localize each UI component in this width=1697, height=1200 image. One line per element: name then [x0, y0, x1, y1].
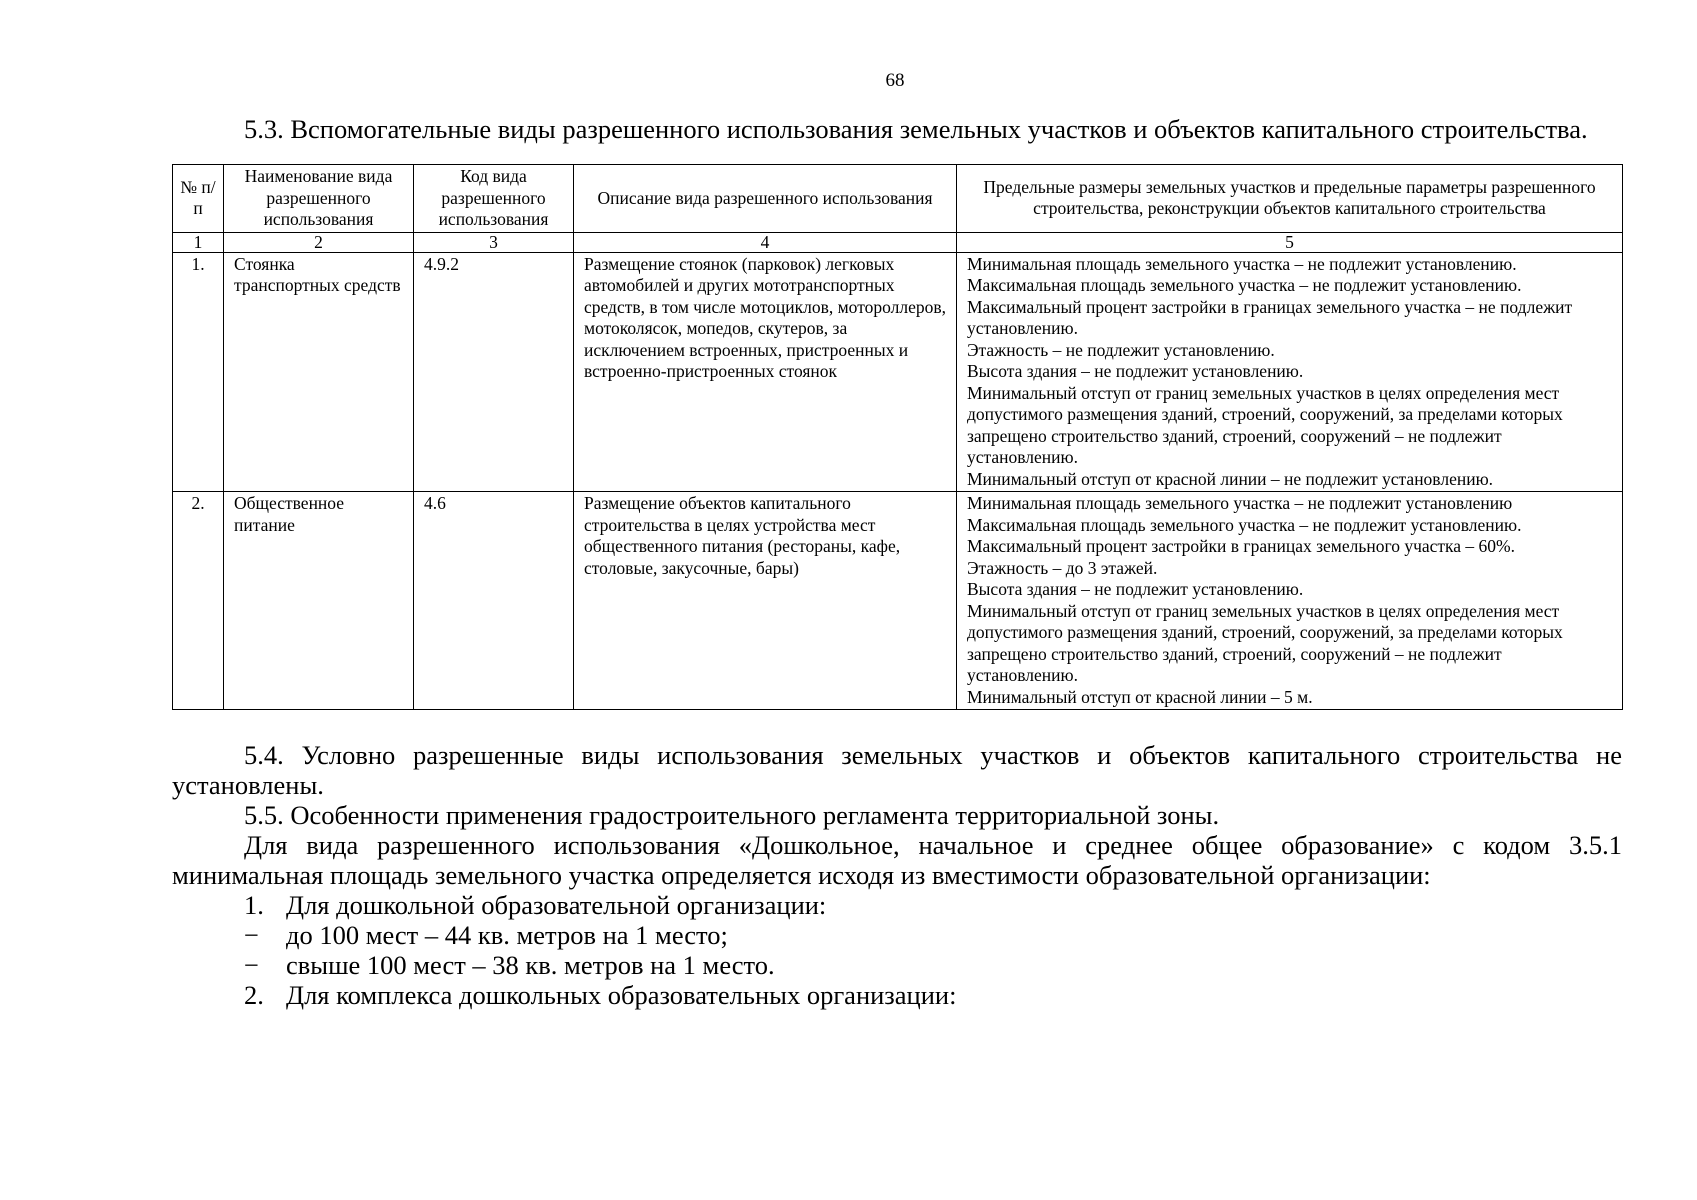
page-number: 68 [885, 70, 905, 91]
row-use-description: Размещение стоянок (парковок) легковых автомобилей и других мототранспортных средств, в том числе мотоциклов, мотороллеров, мотоколясок, мопедов, скутеров, за исключением встроенных, пристроенных и встроенно-пристроенных стоянок [574, 252, 957, 492]
section-5-4-paragraph: 5.4. Условно разрешенные виды использования земельных участков и объектов капитального строительства не установлены. [172, 740, 1622, 800]
limit-line: Высота здания – не подлежит установлению. [967, 579, 1304, 599]
list-marker: 2. [244, 980, 264, 1010]
header-code: Код вида разрешенного использования [414, 165, 574, 233]
limit-line: Этажность – не подлежит установлению. [967, 339, 1275, 360]
list-item-text: Для комплекса дошкольных образовательных организации: [286, 980, 957, 1010]
limit-line: Максимальная площадь земельного участка – не подлежит установлению. [967, 275, 1522, 295]
regulation-table [172, 164, 1623, 710]
list-item [172, 890, 1622, 920]
row-use-name: Стоянка транспортных средств [224, 252, 414, 492]
limit-line: Максимальный процент застройки в границах земельного участка – 60%. [967, 536, 1516, 556]
list-item-text: до 100 мест – 44 кв. метров на 1 место; [286, 920, 728, 950]
document-body [172, 114, 1622, 1010]
limit-line: Минимальный отступ от границ земельных участков в целях определения мест допустимого размещения зданий, строений, сооружений, за пределами которых запрещено строительство зданий, строений, сооружений – не подлежит установлению. [967, 600, 1563, 685]
limit-line: Минимальная площадь земельного участка – не подлежит установлению [967, 493, 1513, 513]
column-number: 4 [574, 232, 957, 252]
table-header-row [173, 165, 1623, 233]
row-number: 2. [173, 492, 224, 710]
limit-line: Минимальный отступ от красной линии – 5 м. [967, 686, 1313, 707]
row-limits [957, 492, 1623, 710]
row-use-code: 4.9.2 [414, 252, 574, 492]
header-description: Описание вида разрешенного использования [574, 165, 957, 233]
list-marker: 1. [244, 890, 264, 920]
row-limits [957, 252, 1623, 492]
row-use-code: 4.6 [414, 492, 574, 710]
list-item [172, 980, 1622, 1010]
limit-line: Минимальная площадь земельного участка – не подлежит установлению. [967, 253, 1517, 274]
row-use-name: Общественное питание [224, 492, 414, 710]
row-use-description: Размещение объектов капитального строительства в целях устройства мест общественного питания (рестораны, кафе, столовые, закусочные, бары) [574, 492, 957, 710]
limit-line: Высота здания – не подлежит установлению. [967, 361, 1304, 381]
limit-line: Максимальный процент застройки в границах земельного участка – не подлежит установлению. [967, 296, 1573, 338]
list-item-text: Для дошкольной образовательной организации: [286, 890, 827, 920]
limit-line: Минимальный отступ от границ земельных участков в целях определения мест допустимого размещения зданий, строений, сооружений, за пределами которых запрещено строительство зданий, строений, сооружений – не подлежит установлению. [967, 382, 1563, 467]
list-marker: − [244, 920, 259, 950]
column-number: 3 [414, 232, 574, 252]
list-item-text: свыше 100 мест – 38 кв. метров на 1 место. [286, 950, 775, 980]
column-number: 2 [224, 232, 414, 252]
table-row [173, 492, 1623, 710]
limit-line: Максимальная площадь земельного участка – не подлежит установлению. [967, 514, 1522, 535]
limit-line: Минимальный отступ от красной линии – не подлежит установлению. [967, 468, 1494, 489]
capacity-list [172, 890, 1622, 1010]
list-item [172, 950, 1622, 980]
column-number-row [173, 232, 1623, 252]
column-number: 5 [957, 232, 1623, 252]
column-number: 1 [173, 232, 224, 252]
section-5-5-heading: 5.5. Особенности применения градостроительного регламента территориальной зоны. [244, 800, 1220, 830]
header-name: Наименование вида разрешенного использования [224, 165, 414, 233]
education-paragraph: Для вида разрешенного использования «Дошкольное, начальное и среднее общее образование» с кодом 3.5.1 минимальная площадь земельного участка определяется исходя из вместимости образовательной организации: [172, 830, 1622, 890]
section-5-3-heading: 5.3. Вспомогательные виды разрешенного использования земельных участков и объектов капитального строительства. [244, 114, 1588, 144]
header-number: № п/п [173, 165, 224, 233]
table-row [173, 252, 1623, 492]
list-item [172, 920, 1622, 950]
header-limits: Предельные размеры земельных участков и предельные параметры разрешенного строительства, реконструкции объектов капитального строительства [957, 165, 1623, 233]
list-marker: − [244, 950, 259, 980]
limit-line: Этажность – до 3 этажей. [967, 557, 1158, 578]
row-number: 1. [173, 252, 224, 492]
